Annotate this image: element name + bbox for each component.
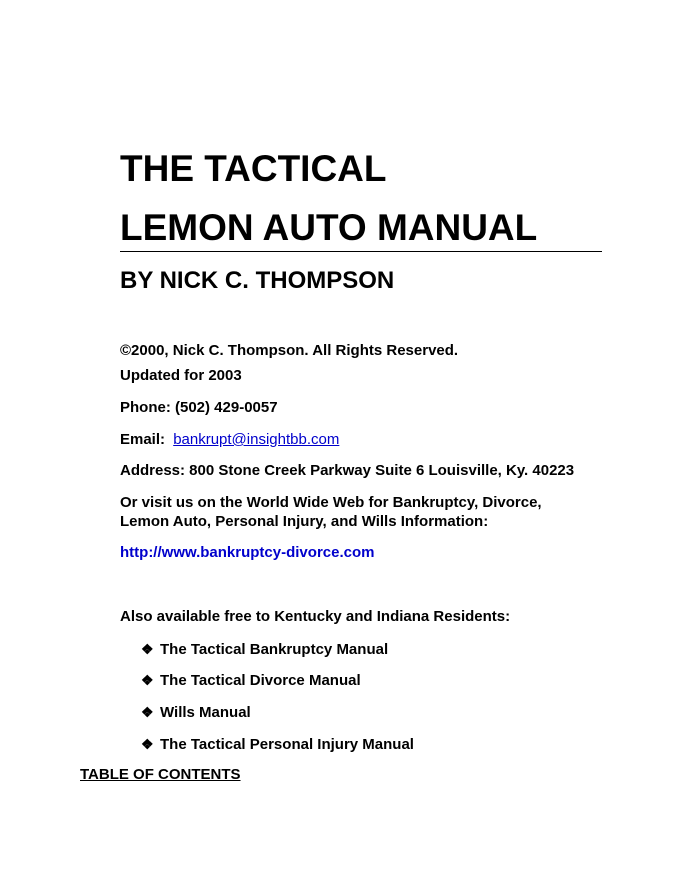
title-underline-rule [120, 251, 602, 252]
manual-title: The Tactical Bankruptcy Manual [160, 641, 389, 658]
manual-title: The Tactical Divorce Manual [160, 672, 361, 689]
diamond-bullet-icon: ❖ [141, 641, 154, 657]
address-line: Address: 800 Stone Creek Parkway Suite 6 Louisville, Ky. 40223 [120, 462, 575, 479]
email-label: Email: [120, 431, 166, 448]
diamond-bullet-icon: ❖ [141, 704, 154, 720]
manual-list-item [141, 702, 251, 723]
author-byline: BY NICK C. THOMPSON [120, 267, 395, 294]
manual-list-item [141, 639, 388, 660]
web-invitation-line-2: Lemon Auto, Personal Injury, and Wills Information: [120, 513, 489, 530]
manual-list-item [141, 670, 361, 691]
email-line [120, 430, 339, 450]
diamond-bullet-icon: ❖ [141, 672, 154, 688]
manual-title: The Tactical Personal Injury Manual [160, 736, 414, 753]
table-of-contents-heading: TABLE OF CONTENTS [80, 766, 241, 783]
title-line-1: THE TACTICAL [120, 148, 387, 189]
manual-title: Wills Manual [160, 704, 251, 721]
updated-note: Updated for 2003 [120, 367, 242, 384]
title-line-2: LEMON AUTO MANUAL [120, 207, 538, 248]
diamond-bullet-icon: ❖ [141, 736, 154, 752]
email-link[interactable]: bankrupt@insightbb.com [173, 431, 340, 448]
copyright-notice: ©2000, Nick C. Thompson. All Rights Reserved. [120, 342, 459, 359]
phone-line: Phone: (502) 429-0057 [120, 399, 278, 416]
also-available-heading: Also available free to Kentucky and Indiana Residents: [120, 608, 511, 625]
website-link[interactable]: http://www.bankruptcy-divorce.com [120, 544, 375, 561]
manual-list-item [141, 734, 414, 755]
web-invitation-line-1: Or visit us on the World Wide Web for Bankruptcy, Divorce, [120, 494, 542, 511]
